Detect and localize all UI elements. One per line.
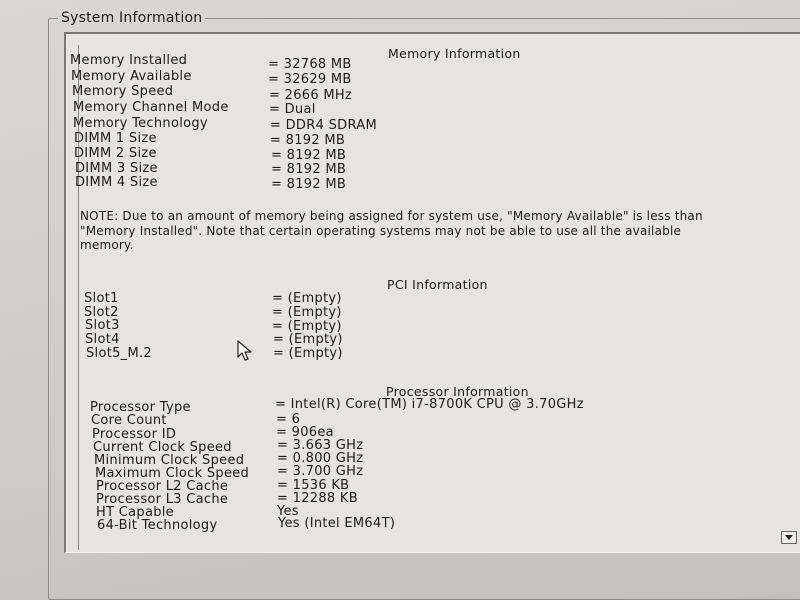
pci-slot-value: = (Empty) bbox=[273, 332, 343, 347]
pci-slot-label: Slot3 bbox=[85, 318, 120, 333]
processor-label: Processor L2 Cache bbox=[96, 479, 229, 494]
scroll-down-button[interactable] bbox=[781, 531, 797, 544]
processor-label: HT Capable bbox=[96, 505, 174, 520]
memory-label: DIMM 3 Size bbox=[75, 161, 158, 176]
memory-value: = 32629 MB bbox=[268, 72, 352, 87]
pci-slot-value: = (Empty) bbox=[272, 291, 342, 306]
memory-label: Memory Channel Mode bbox=[73, 100, 229, 115]
processor-value: = 3.700 GHz bbox=[277, 464, 364, 479]
processor-value: = 6 bbox=[276, 412, 301, 427]
processor-value: = 3.663 GHz bbox=[277, 438, 364, 453]
processor-label: Maximum Clock Speed bbox=[95, 466, 250, 481]
memory-label: Memory Speed bbox=[72, 84, 174, 99]
pci-slot-label: Slot4 bbox=[85, 332, 120, 347]
memory-value: = 32768 MB bbox=[268, 57, 352, 72]
chevron-down-icon bbox=[785, 535, 793, 541]
memory-value: = DDR4 SDRAM bbox=[270, 118, 377, 133]
memory-note: NOTE: Due to an amount of memory being assigned for system use, "Memory Available" is less than "Memory Installed". Note that certain operating systems may not be able to use all the available memory. bbox=[80, 209, 703, 252]
processor-heading: Processor Information bbox=[386, 384, 529, 399]
processor-value: Yes (Intel EM64T) bbox=[278, 516, 396, 531]
pci-slot-label: Slot5_M.2 bbox=[86, 346, 153, 361]
processor-value: = 12288 KB bbox=[277, 491, 358, 506]
processor-value: = 906ea bbox=[276, 425, 334, 440]
memory-value: = 8192 MB bbox=[270, 133, 346, 148]
processor-label: 64-Bit Technology bbox=[97, 518, 218, 533]
memory-value: = 8192 MB bbox=[271, 148, 347, 163]
processor-value: = 0.800 GHz bbox=[277, 451, 364, 466]
pci-slot-value: = (Empty) bbox=[272, 305, 342, 320]
memory-value: = Dual bbox=[269, 102, 316, 117]
memory-value: = 8192 MB bbox=[271, 162, 347, 177]
memory-value: = 2666 MHz bbox=[269, 88, 353, 103]
processor-value: = 1536 KB bbox=[277, 478, 350, 493]
memory-label: DIMM 2 Size bbox=[74, 146, 157, 161]
mouse-pointer-icon bbox=[237, 340, 255, 362]
memory-label: DIMM 4 Size bbox=[75, 175, 158, 190]
processor-label: Minimum Clock Speed bbox=[94, 453, 245, 468]
processor-label: Processor L3 Cache bbox=[96, 492, 229, 507]
pci-slot-label: Slot2 bbox=[84, 305, 119, 320]
pci-slot-label: Slot1 bbox=[84, 291, 119, 306]
processor-label: Core Count bbox=[91, 413, 167, 428]
processor-value: = Intel(R) Core(TM) i7-8700K CPU @ 3.70GHz bbox=[275, 397, 584, 412]
memory-label: Memory Technology bbox=[73, 116, 208, 131]
memory-label: Memory Installed bbox=[70, 53, 188, 68]
window-title: System Information bbox=[58, 10, 205, 26]
processor-value: Yes bbox=[277, 504, 299, 519]
pci-slot-value: = (Empty) bbox=[273, 346, 343, 361]
processor-label: Current Clock Speed bbox=[93, 440, 232, 455]
memory-value: = 8192 MB bbox=[271, 177, 347, 192]
memory-label: Memory Available bbox=[71, 69, 192, 84]
memory-label: DIMM 1 Size bbox=[74, 131, 157, 146]
processor-label: Processor Type bbox=[90, 400, 191, 415]
pci-slot-value: = (Empty) bbox=[272, 319, 342, 334]
pci-heading: PCI Information bbox=[387, 277, 488, 292]
processor-label: Processor ID bbox=[92, 427, 177, 442]
memory-heading: Memory Information bbox=[388, 46, 521, 61]
